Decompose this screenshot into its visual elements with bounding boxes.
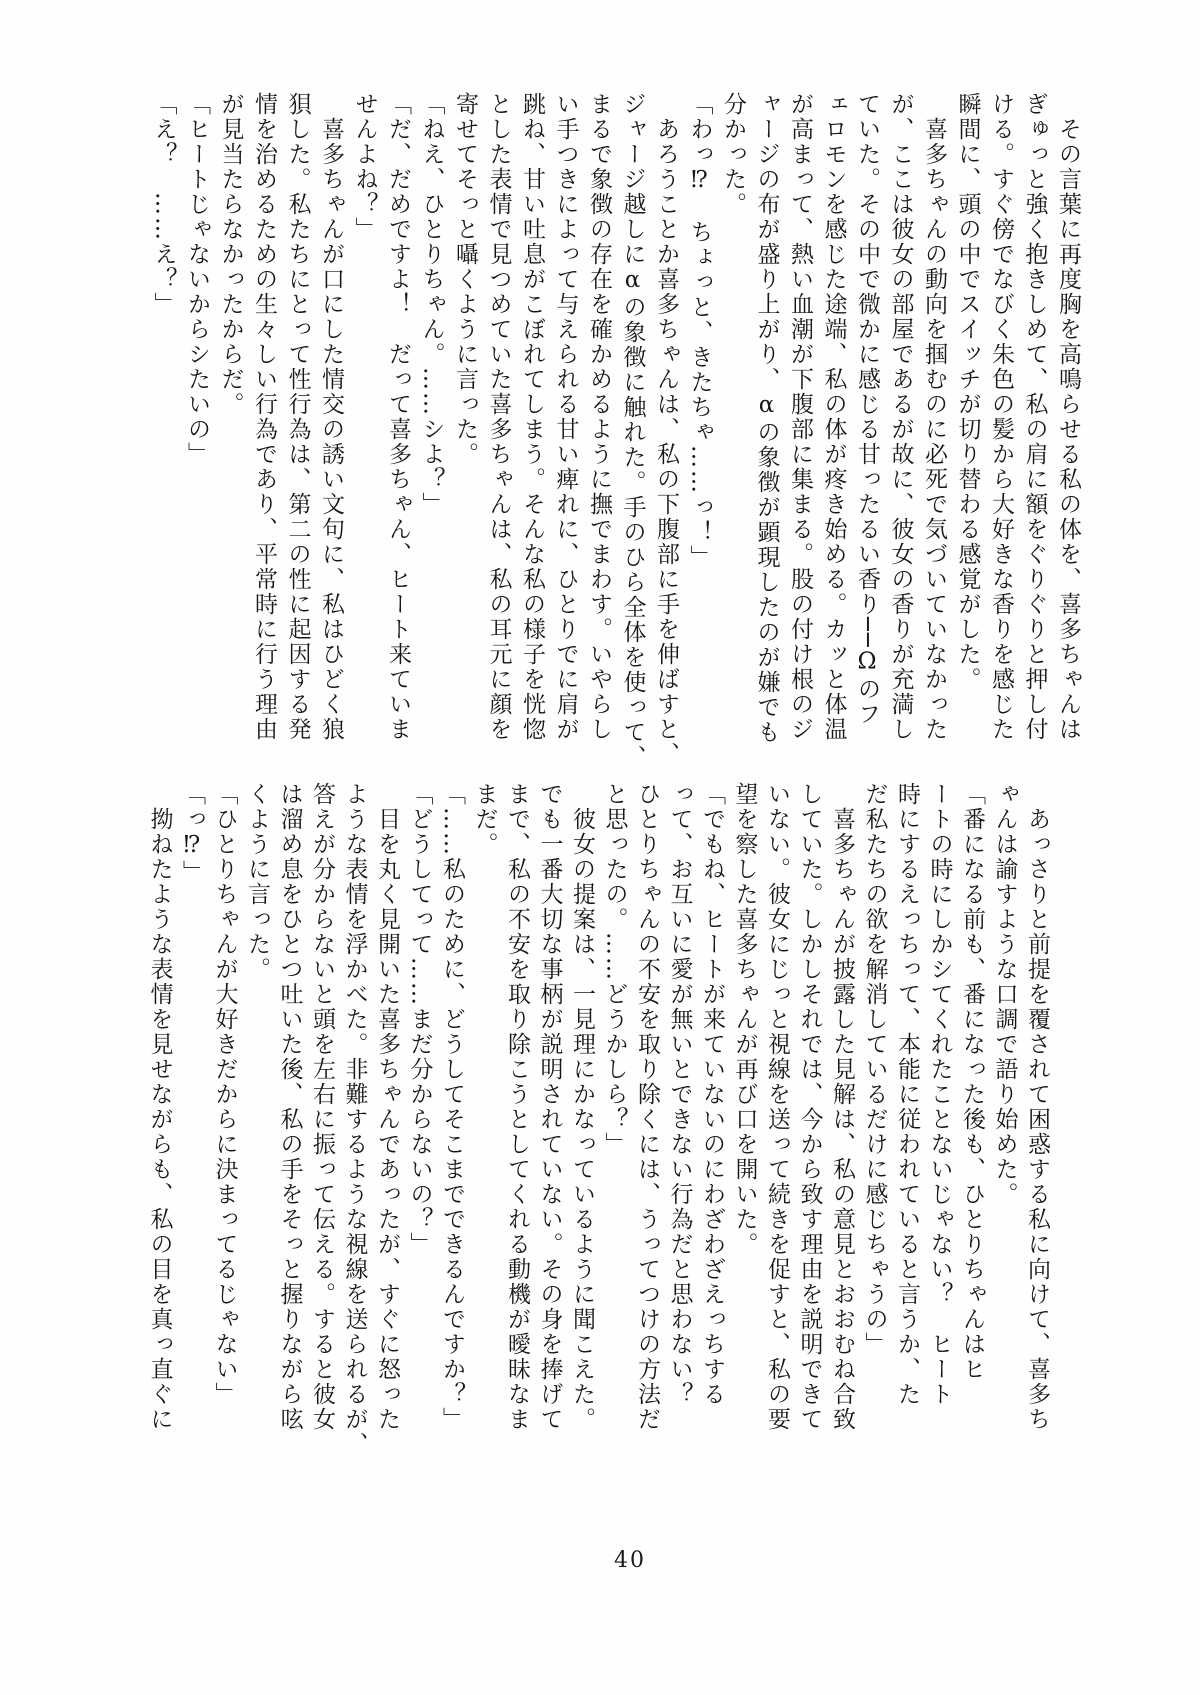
text-column: まだ。 [471, 782, 498, 857]
text-column: 喜多ちゃんが口にした情交の誘い文句に、私はひどく狼 [318, 92, 344, 742]
text-column: 「え？ ……え？」 [150, 92, 177, 317]
text-column: 彼女の提案は、一見理にかなっているように聞こえた。 [569, 782, 595, 1432]
text-column: 情を治めるための生々しい行為であり、平常時に行う理由 [251, 92, 277, 742]
text-column: あろうことか喜多ちゃんは、私の下腹部に手を伸ばすと、 [653, 92, 679, 767]
text-column: 答えが分からないと頭を左右に振って伝える。すると彼女 [309, 782, 335, 1432]
text-column: まで、私の不安を取り除こうとしてくれる動機が曖昧なま [504, 782, 530, 1432]
text-column: 「ねえ、ひとりちゃん。……シよ？」 [418, 92, 445, 517]
text-column: でも一番大切な事柄が説明されていない。その身を捧げて [536, 782, 563, 1432]
text-column: って、お互いに愛が無いとできない行為だと思わない？ [666, 782, 693, 1407]
text-column: 目を丸く見開いた喜多ちゃんであったが、すぐに怒った [374, 782, 400, 1432]
text-column: 瞬間に、頭の中でスイッチが切り替わる感覚がした。 [954, 92, 981, 692]
text-column: 寄せてそっと囁くように言った。 [452, 92, 478, 467]
text-column: ートの時にしかシてくれたことないじゃない？ ヒート [926, 782, 953, 1407]
text-column: 分かった。 [720, 92, 746, 217]
text-column: 「ひとりちゃんが大好きだからに決まってるじゃない」 [211, 782, 238, 1407]
text-column: 喜多ちゃんの動向を掴むのに必死で気づいていなかった [921, 92, 947, 742]
text-column: 「どうしてって……まだ分からないの？」 [406, 782, 433, 1257]
text-column: ジャージ越しにαの象徴に触れた。手のひら全体を使って、 [619, 92, 646, 770]
upright-glyph: ⁉ [686, 167, 713, 195]
page-number: 40 [614, 1548, 646, 1573]
text-column: していた。しかしそれでは、今から致す理由を説明できて [796, 782, 823, 1432]
text-column: が高まって、熱い血潮が下腹部に集まる。股の付け根のジ [787, 92, 813, 742]
text-column: まるで象徴の存在を確かめるように撫でまわす。いやらし [586, 92, 612, 742]
text-column: と思ったの。……どうかしら？」 [601, 782, 628, 1157]
text-column: 狽した。私たちにとって性行為は、第二の性に起因する発 [284, 92, 311, 742]
text-column: ていた。その中で微かに感じる甘ったるい香り──Ωのフ [854, 92, 880, 727]
text-column: とした表情で見つめていた喜多ちゃんは、私の耳元に顔を [485, 92, 512, 742]
text-column: 「だ、だめですよ！ だって喜多ちゃん、ヒート来ていま [385, 92, 411, 742]
text-column: 「ヒートじゃないからシたいの」 [184, 92, 210, 467]
text-column: ャージの布が盛り上がり、αの象徴が顕現したのが嫌でも [753, 92, 780, 745]
text-column: 拗ねたような表情を見せながらも、私の目を真っ直ぐに [146, 782, 173, 1432]
text-column: ひとりちゃんの不安を取り除くには、うってつけの方法だ [634, 782, 660, 1432]
text-column: は溜め息をひとつ吐いた後、私の手をそっと握りながら呟 [276, 782, 303, 1432]
text-block-bottom [143, 782, 1053, 1457]
upright-glyph: α [753, 392, 780, 420]
upright-glyph: α [619, 267, 646, 295]
text-column: ェロモンを感じた途端、私の体が疼き始める。カッと体温 [820, 92, 847, 742]
text-column: その言葉に再度胸を高鳴らせる私の体を、喜多ちゃんは [1055, 92, 1081, 742]
text-column: 「っ⁉」 [179, 782, 205, 885]
text-column: いない。彼女にじっと視線を送って続きを促すと、私の要 [764, 782, 790, 1432]
upright-glyph: ⁉ [179, 832, 205, 860]
text-column: 「……私のために、どうしてそこまでできるんですか？」 [439, 782, 465, 1432]
text-column: 跳ね、甘い吐息がこぼれてしまう。そんな私の様子を恍惚 [519, 92, 545, 742]
text-column: せんよね？」 [351, 92, 378, 242]
text-column: くように言った。 [244, 782, 270, 982]
text-column: あっさりと前提を覆されて困惑する私に向けて、喜多ち [1024, 782, 1050, 1432]
text-column: ける。すぐ傍でなびく朱色の髪から大好きな香りを感じた [988, 92, 1014, 742]
text-block-top [146, 92, 1084, 770]
text-column: が、ここは彼女の部屋であるが故に、彼女の香りが充満し [887, 92, 914, 742]
text-column: ゃんは諭すような口調で語り始めた。 [991, 782, 1018, 1207]
text-column: 望を察した喜多ちゃんが再び口を開いた。 [731, 782, 758, 1257]
text-column: い手つきによって与えられる甘い痺れに、ひとりでに肩が [552, 92, 579, 742]
text-column: だ私たちの欲を解消しているだけに感じちゃうの」 [861, 782, 888, 1357]
text-column: 「でもね、ヒートが来ていないのにわざわざえっちする [699, 782, 725, 1407]
text-column: 喜多ちゃんが披露した見解は、私の意見とおおむね合致 [829, 782, 855, 1432]
text-column: ような表情を浮かべた。非難するような視線を送られるが、 [341, 782, 368, 1457]
text-column: ぎゅっと強く抱きしめて、私の肩に額をぐりぐりと押し付 [1021, 92, 1048, 742]
text-column: 「番になる前も、番になった後も、ひとりちゃんはヒ [959, 782, 985, 1382]
upright-glyph: Ω [854, 648, 880, 677]
text-column: 時にするえっちって、本能に従われていると言うか、た [894, 782, 920, 1407]
text-column: 「わっ⁉ ちょっと、きたちゃ……っ！」 [686, 92, 713, 570]
text-column: が見当たらなかったからだ。 [217, 92, 244, 417]
